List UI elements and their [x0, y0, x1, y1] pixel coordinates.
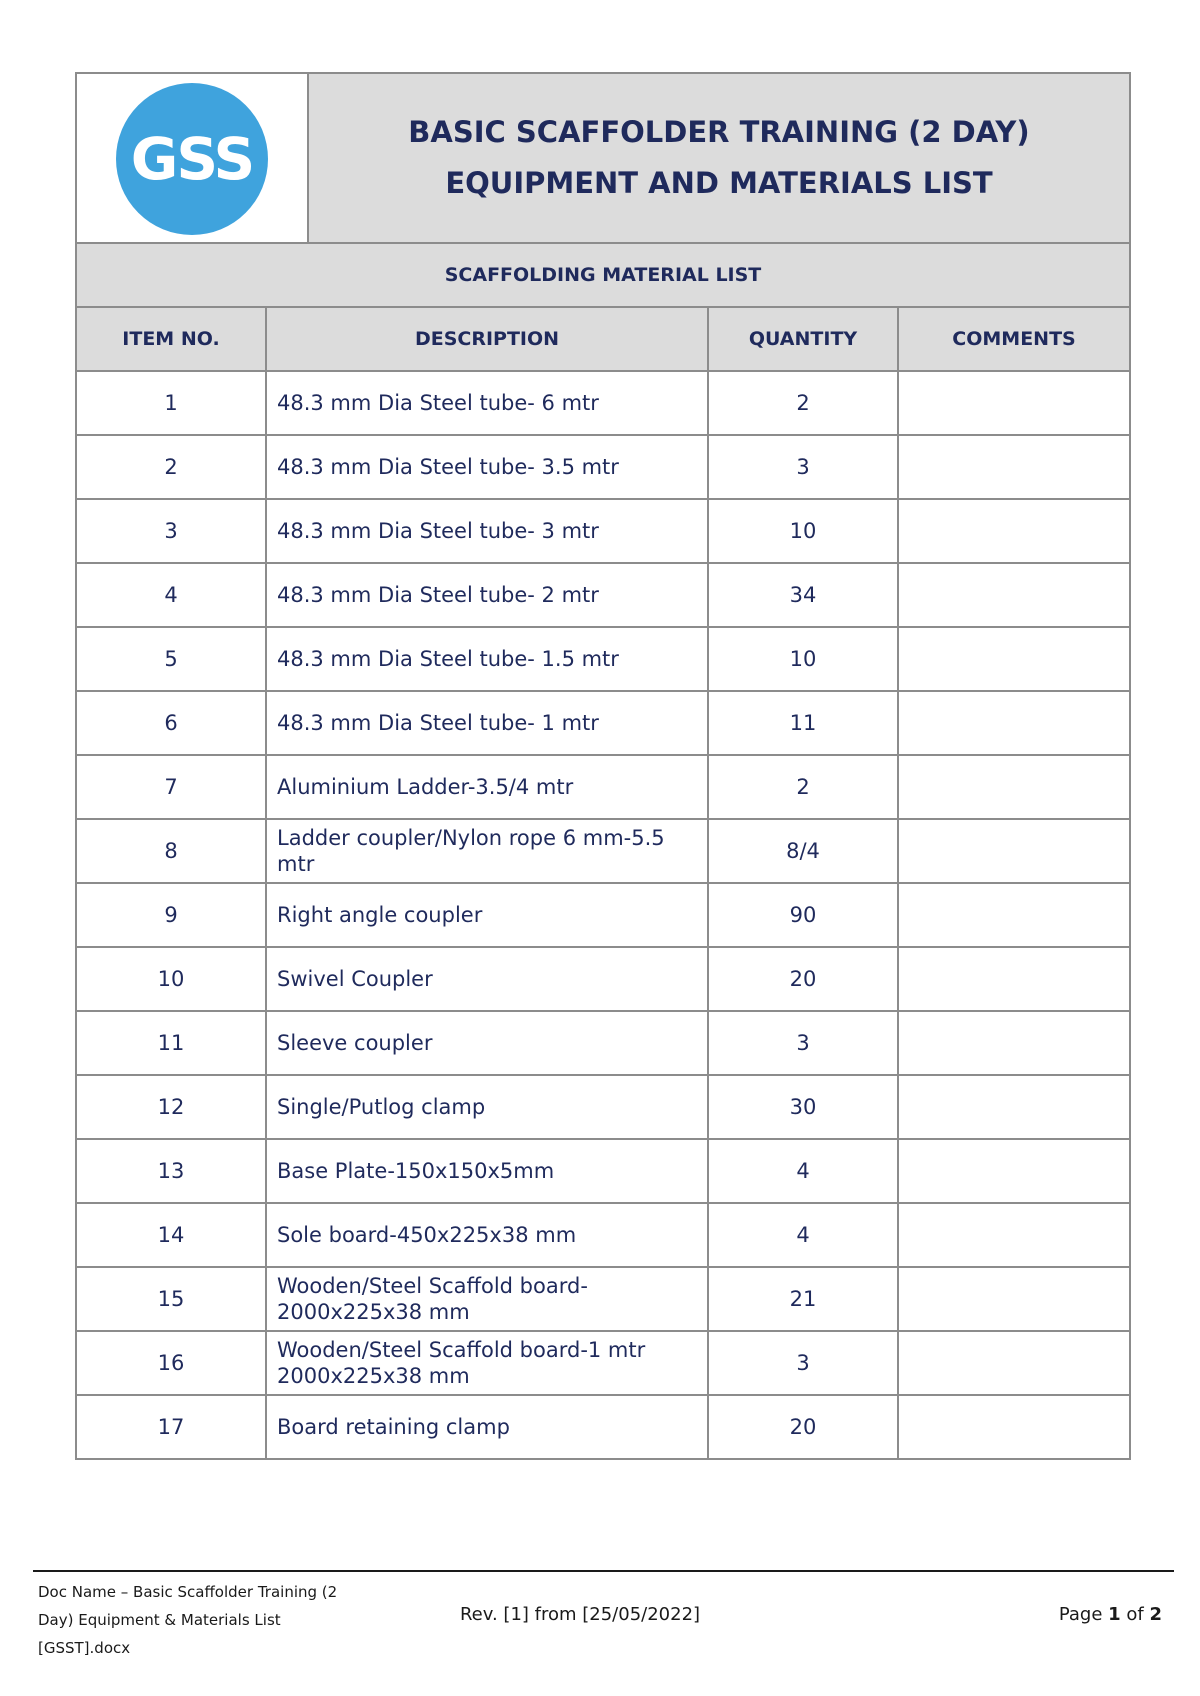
comments-cell [898, 1267, 1130, 1331]
item-number-cell: 5 [76, 627, 266, 691]
table-row [76, 1331, 1130, 1395]
comments-cell [898, 1139, 1130, 1203]
table-row [76, 883, 1130, 947]
description-cell: Single/Putlog clamp [266, 1075, 708, 1139]
description-cell: 48.3 mm Dia Steel tube- 6 mtr [266, 371, 708, 435]
page-of: of [1120, 1604, 1150, 1625]
description-cell: Wooden/Steel Scaffold board-2000x225x38 mm [266, 1267, 708, 1331]
description-cell: Swivel Coupler [266, 947, 708, 1011]
table-row [76, 1267, 1130, 1331]
comments-cell [898, 819, 1130, 883]
comments-cell [898, 1011, 1130, 1075]
table-row [76, 499, 1130, 563]
quantity-cell: 20 [708, 1395, 898, 1459]
comments-cell [898, 883, 1130, 947]
item-number-cell: 2 [76, 435, 266, 499]
description-cell: Sole board-450x225x38 mm [266, 1203, 708, 1267]
materials-table [75, 72, 1131, 1460]
quantity-cell: 3 [708, 435, 898, 499]
quantity-cell: 21 [708, 1267, 898, 1331]
item-number-cell: 15 [76, 1267, 266, 1331]
table-row [76, 1395, 1130, 1459]
comments-cell [898, 371, 1130, 435]
description-cell: Wooden/Steel Scaffold board-1 mtr 2000x225x38 mm [266, 1331, 708, 1395]
comments-cell [898, 1203, 1130, 1267]
table-row [76, 1139, 1130, 1203]
quantity-cell: 4 [708, 1139, 898, 1203]
logo-text: GSS [130, 125, 254, 193]
description-cell: Board retaining clamp [266, 1395, 708, 1459]
document-title [308, 73, 1130, 243]
quantity-cell: 8/4 [708, 819, 898, 883]
table-row [76, 691, 1130, 755]
table-row [76, 435, 1130, 499]
column-header-item-no: ITEM NO. [76, 307, 266, 371]
description-cell: Base Plate-150x150x5mm [266, 1139, 708, 1203]
comments-cell [898, 563, 1130, 627]
description-cell: 48.3 mm Dia Steel tube- 3 mtr [266, 499, 708, 563]
quantity-cell: 11 [708, 691, 898, 755]
item-number-cell: 7 [76, 755, 266, 819]
item-number-cell: 4 [76, 563, 266, 627]
table-row [76, 1011, 1130, 1075]
table-row [76, 947, 1130, 1011]
section-title: SCAFFOLDING MATERIAL LIST [76, 243, 1130, 307]
quantity-cell: 10 [708, 627, 898, 691]
description-cell: 48.3 mm Dia Steel tube- 3.5 mtr [266, 435, 708, 499]
quantity-cell: 90 [708, 883, 898, 947]
column-header-quantity: QUANTITY [708, 307, 898, 371]
gss-logo [116, 83, 268, 235]
comments-cell [898, 435, 1130, 499]
quantity-cell: 30 [708, 1075, 898, 1139]
comments-cell [898, 499, 1130, 563]
quantity-cell: 2 [708, 371, 898, 435]
item-number-cell: 14 [76, 1203, 266, 1267]
description-cell: Sleeve coupler [266, 1011, 708, 1075]
description-cell: Right angle coupler [266, 883, 708, 947]
table-row [76, 755, 1130, 819]
item-number-cell: 10 [76, 947, 266, 1011]
comments-cell [898, 1331, 1130, 1395]
comments-cell [898, 1395, 1130, 1459]
comments-cell [898, 755, 1130, 819]
table-row [76, 819, 1130, 883]
quantity-cell: 34 [708, 563, 898, 627]
item-number-cell: 12 [76, 1075, 266, 1139]
item-number-cell: 17 [76, 1395, 266, 1459]
title-line-1: BASIC SCAFFOLDER TRAINING (2 DAY) [408, 115, 1030, 149]
item-number-cell: 16 [76, 1331, 266, 1395]
footer-divider [33, 1570, 1174, 1572]
title-line-2: EQUIPMENT AND MATERIALS LIST [445, 166, 993, 200]
description-cell: Aluminium Ladder-3.5/4 mtr [266, 755, 708, 819]
quantity-cell: 2 [708, 755, 898, 819]
item-number-cell: 13 [76, 1139, 266, 1203]
comments-cell [898, 1075, 1130, 1139]
quantity-cell: 10 [708, 499, 898, 563]
table-row [76, 1075, 1130, 1139]
comments-cell [898, 691, 1130, 755]
table-row [76, 371, 1130, 435]
column-header-row [76, 307, 1130, 371]
footer-revision: Rev. [1] from [25/05/2022] [459, 1604, 701, 1625]
table-row [76, 563, 1130, 627]
description-cell: 48.3 mm Dia Steel tube- 1 mtr [266, 691, 708, 755]
description-cell: 48.3 mm Dia Steel tube- 1.5 mtr [266, 627, 708, 691]
document-header-row [76, 73, 1130, 243]
quantity-cell: 4 [708, 1203, 898, 1267]
section-title-row [76, 243, 1130, 307]
item-number-cell: 9 [76, 883, 266, 947]
description-cell: 48.3 mm Dia Steel tube- 2 mtr [266, 563, 708, 627]
quantity-cell: 3 [708, 1331, 898, 1395]
table-row [76, 627, 1130, 691]
table-row [76, 1203, 1130, 1267]
page-total: 2 [1149, 1604, 1162, 1625]
footer-page-number [1059, 1604, 1162, 1625]
table-body [76, 371, 1130, 1459]
page-current: 1 [1108, 1604, 1121, 1625]
column-header-comments: COMMENTS [898, 307, 1130, 371]
quantity-cell: 3 [708, 1011, 898, 1075]
footer-doc-name: Doc Name – Basic Scaffolder Training (2 Day) Equipment & Materials List [GSST].docx [38, 1583, 338, 1657]
item-number-cell: 11 [76, 1011, 266, 1075]
description-cell: Ladder coupler/Nylon rope 6 mm-5.5 mtr [266, 819, 708, 883]
page-prefix: Page [1058, 1604, 1109, 1625]
item-number-cell: 8 [76, 819, 266, 883]
comments-cell [898, 627, 1130, 691]
item-number-cell: 1 [76, 371, 266, 435]
column-header-description: DESCRIPTION [266, 307, 708, 371]
quantity-cell: 20 [708, 947, 898, 1011]
item-number-cell: 6 [76, 691, 266, 755]
logo-cell [76, 73, 308, 243]
item-number-cell: 3 [76, 499, 266, 563]
comments-cell [898, 947, 1130, 1011]
